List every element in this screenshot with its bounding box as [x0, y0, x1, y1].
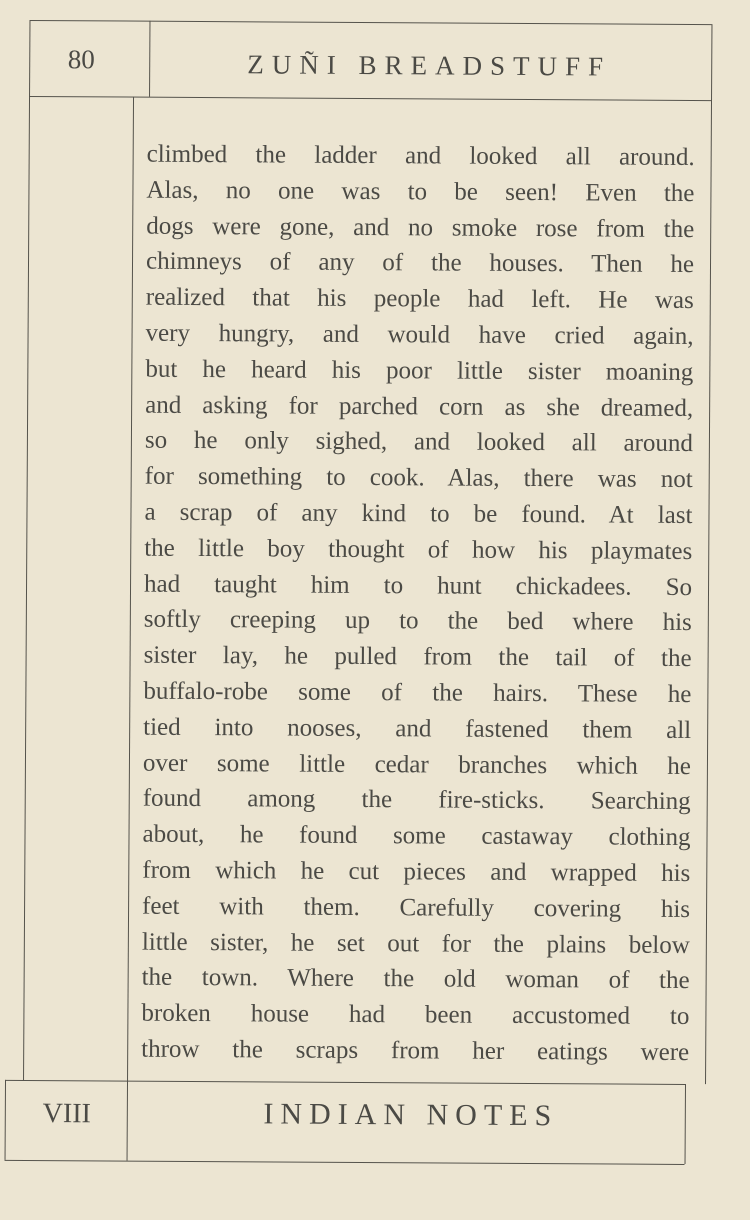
- text-line: sister lay, he pulled from the tail of the: [143, 641, 692, 673]
- text-line: for something to cook. Alas, there was not: [144, 462, 693, 494]
- text-line: and asking for parched corn as she dreamed,: [145, 391, 694, 422]
- text-line: but he heard his poor little sister moaning: [145, 355, 694, 386]
- footer-top-rule: [5, 1080, 685, 1085]
- header-rule: [29, 96, 711, 101]
- volume-number: VIII: [42, 1098, 92, 1130]
- right-rule: [705, 24, 712, 1084]
- text-line: throw the scraps from her eatings were: [141, 1035, 690, 1066]
- text-line: very hungry, and would have cried again,: [145, 319, 694, 351]
- text-line: climbed the ladder and looked all around.: [146, 140, 695, 172]
- text-line: feet with them. Carefully covering his: [142, 892, 691, 923]
- text-line: had taught him to hunt chickadees. So: [143, 570, 693, 601]
- footer-bottom-rule: [5, 1160, 685, 1165]
- text-line: realized that his people had left. He was: [145, 283, 694, 315]
- running-title: ZUÑI BREADSTUFF: [247, 49, 612, 82]
- text-line: chimneys of any of the houses. Then he: [145, 248, 695, 279]
- text-line: dogs were gone, and no smoke rose from the: [146, 212, 695, 243]
- text-line: softly creeping up to the bed where his: [143, 606, 692, 637]
- page-number: 80: [67, 44, 95, 75]
- text-line: from which he cut pieces and wrapped his: [142, 856, 691, 887]
- text-line: the little boy thought of how his playmates: [144, 534, 693, 565]
- text-line: about, he found some castaway clothing: [142, 820, 691, 852]
- text-line: so he only sighed, and looked all around: [144, 427, 693, 458]
- page-frame: [15, 20, 710, 1166]
- series-title: INDIAN NOTES: [263, 1097, 559, 1133]
- text-line: broken house had been accustomed to: [141, 999, 690, 1031]
- body-text: [141, 137, 695, 1071]
- text-line: buffalo-robe some of the hairs. These he: [143, 677, 692, 708]
- text-line: tied into nooses, and fastened them all: [143, 713, 692, 744]
- text-line: over some little cedar branches which he: [142, 749, 692, 780]
- margin-rule: [127, 97, 134, 1161]
- text-line: Alas, no one was to be seen! Even the: [146, 176, 695, 207]
- top-rule: [29, 20, 711, 25]
- left-rule: [23, 20, 30, 1080]
- text-line: found among the fire-sticks. Searching: [142, 785, 691, 816]
- text-line: the town. Where the old woman of the: [141, 963, 690, 995]
- text-line: a scrap of any kind to be found. At last: [144, 498, 693, 529]
- text-line: little sister, he set out for the plains below: [141, 928, 690, 959]
